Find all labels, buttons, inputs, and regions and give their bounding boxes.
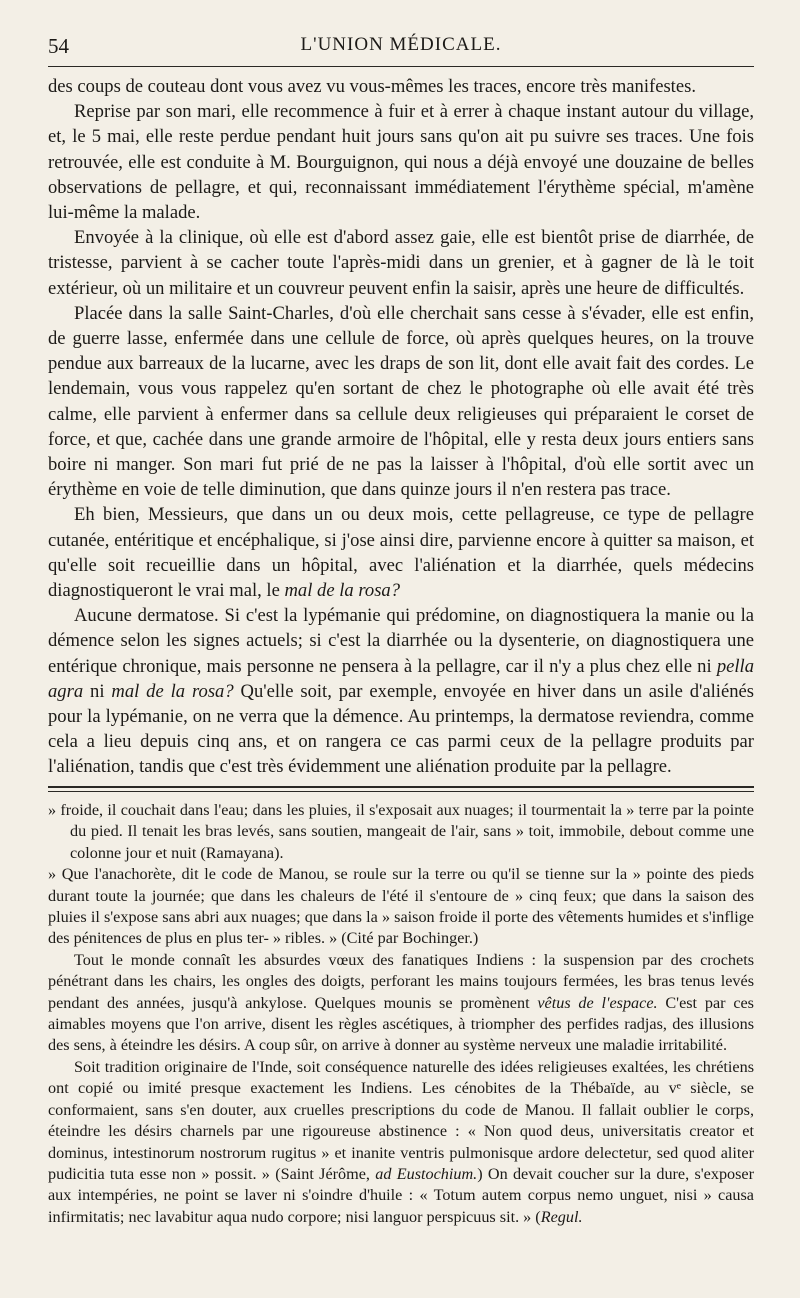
footnote — [48, 800, 754, 1228]
paragraph-text: ni — [83, 680, 112, 702]
paragraph: Reprise par son mari, elle recommence à fuir et à errer à chaque instant autour du village, et, le 5 mai, elle reste perdue pendant huit jours sans qu'on ait pu suivre ses traces. Une fois retrouvée, elle est conduite à M. Bourguignon, qui nous a déjà envoyé une douzaine de belles observations de pellagre, et qui, reconnaissant immédiatement l'érythème spécial, m'amène lui-même la malade. — [48, 101, 754, 224]
footnote-paragraph — [48, 950, 754, 1057]
italic-phrase: pella agra — [48, 655, 754, 702]
footnote-separator — [48, 786, 754, 792]
page-number: 54 — [48, 34, 69, 58]
header-rule — [48, 66, 754, 67]
italic-phrase: Regul. — [540, 1207, 583, 1226]
running-title: L'UNION MÉDICALE. — [300, 34, 502, 55]
italic-phrase: ad Eustochium. — [375, 1164, 478, 1183]
paragraph — [48, 603, 754, 779]
footnote-text: Soit tradition originaire de l'Inde, soit conséquence naturelle des idées religieuses exaltées, les chrétiens ont copié ou imité presque exactement les Indiens. Les cénobites de la Thébaïde, au vᵉ siècle, se conformaient, sans s'en douter, aux cruelles prescriptions du code de Manou. Il fallait oublier le corps, éteindre les désirs charnels par une rigoureuse abstinence : « Non quod deus, universitatis creator et dominus, intestinorum nostrorum rugitus » et inanite ventris pulmonisque ardore delectetur, sed quod aliter pudicitia tuta esse non » possit. » (Saint Jérôme, — [48, 1057, 754, 1183]
paragraph: Envoyée à la clinique, où elle est d'abord assez gaie, elle est bientôt prise de diarrhée, de tristesse, parvient à se cacher toute l'après-midi dans un grenier, et à gagner de là le toit extérieur, où un militaire et un couvreur peuvent enfin la saisir, après une heure de difficultés. — [48, 227, 754, 299]
page-header — [48, 32, 754, 62]
paragraph: Placée dans la salle Saint-Charles, d'où elle cherchait sans cesse à s'évader, elle est enfin, de guerre lasse, enfermée dans une cellule de force, où après quelques heures, on la trouve pendue aux barreaux de la lucarne, avec les draps de son lit, dont elle avait fait des cordes. Le lendemain, vous vous rappelez qu'en sortant de chez le photographe où elle avait été très calme, elle parvient à enfermer dans sa cellule deux religieuses qui préparaient le corset de force, et que, cachée dans une grande armoire de l'hôpital, elle y resta deux jours entiers sans boire ni manger. Son mari fut prié de ne pas la laisser à l'hôpital, d'où elle sortit avec un érythème en voie de telle diminution, que dans quinze jours il n'en restera pas trace. — [48, 302, 754, 501]
italic-phrase: vêtus de l'espace. — [537, 993, 658, 1012]
footnote-text: ) On devait coucher sur la dure, s'exposer aux intempéries, ne point se laver ni s'oindre d'huile : « Totum autem corpus nemo unguet, nisi » causa infirmitatis; nec lavabitur aqua nudo corpore; nisi languor perspicuus sit. » ( — [48, 1164, 755, 1226]
footnote-paragraph — [48, 1057, 754, 1228]
italic-phrase: mal de la rosa? — [284, 580, 401, 602]
footnote-text: C'est par ces aimables moyens que l'on arrive, disent les règles ascétiques, à triompher des perfides radjas, des illusions des sens, à éteindre les désirs. A coup sûr, on arrive à donner au système nerveux une maladie irritabilité. — [48, 993, 754, 1055]
footnote-text: Tout le monde connaît les absurdes vœux des fanatiques Indiens : la suspension par des crochets pénétrant dans les chairs, les ongles des doigts, perforant les mains toujours fermées, les bras tenus levés pendant des années, jusqu'à ankylose. Quelques mounis se promènent — [48, 950, 754, 1012]
main-text — [48, 74, 754, 780]
paragraph-text: Eh bien, Messieurs, que dans un ou deux mois, cette pellagreuse, ce type de pellagre cutanée, entéritique et encéphalique, si j'ose ainsi dire, parvienne encore à quitter sa maison, et qu'elle soit recueillie dans un hôpital, avec l'aliénation et la diarrhée, quels médecins diagnostiqueront le vrai mal, le — [48, 504, 754, 602]
italic-phrase: mal de la rosa? — [111, 680, 234, 702]
footnote-quote: » Que l'anachorète, dit le code de Manou, se roule sur la terre ou qu'il se tienne sur la » pointe des pieds durant toute la journée; que dans les chaleurs de l'été il s'entoure de » cinq feux; que dans la saison des pluies il s'expose sans abri aux nuages; que dans la » saison froide il porte des vêtements humides et s'inflige des pénitences de plus en plus ter- » ribles. » (Cité par Bochinger.) — [48, 865, 754, 948]
paragraph-text: Aucune dermatose. Si c'est la lypémanie qui prédomine, on diagnostiquera la manie ou la démence selon les signes actuels; si c'est la diarrhée ou la dysenterie, on diagnostiquera une entérique chronique, mais personne ne pensera à la pellagre, car il n'y a plus chez elle ni — [48, 605, 754, 677]
paragraph-text: Qu'elle soit, par exemple, envoyée en hiver dans un asile d'aliénés pour la lypémanie, on ne verra que la démence. Au printemps, la dermatose reviendra, comme cela a lieu depuis cinq ans, et on rangera ce cas parmi ceux de la pellagre produits par l'aliénation, tandis que c'est très évidemment une aliénation produite par la pellagre. — [48, 680, 754, 778]
footnote-quote: » froide, il couchait dans l'eau; dans les pluies, il s'exposait aux nuages; il tourmentait la » terre par la pointe du pied. Il tenait les bras levés, sans soutien, mangeait de l'air, sans » toit, immobile, debout comme une colonne jour et nuit (Ramayana). — [48, 801, 754, 862]
paragraph: des coups de couteau dont vous avez vu vous-mêmes les traces, encore très manifestes. — [48, 76, 696, 97]
paragraph — [48, 502, 754, 603]
